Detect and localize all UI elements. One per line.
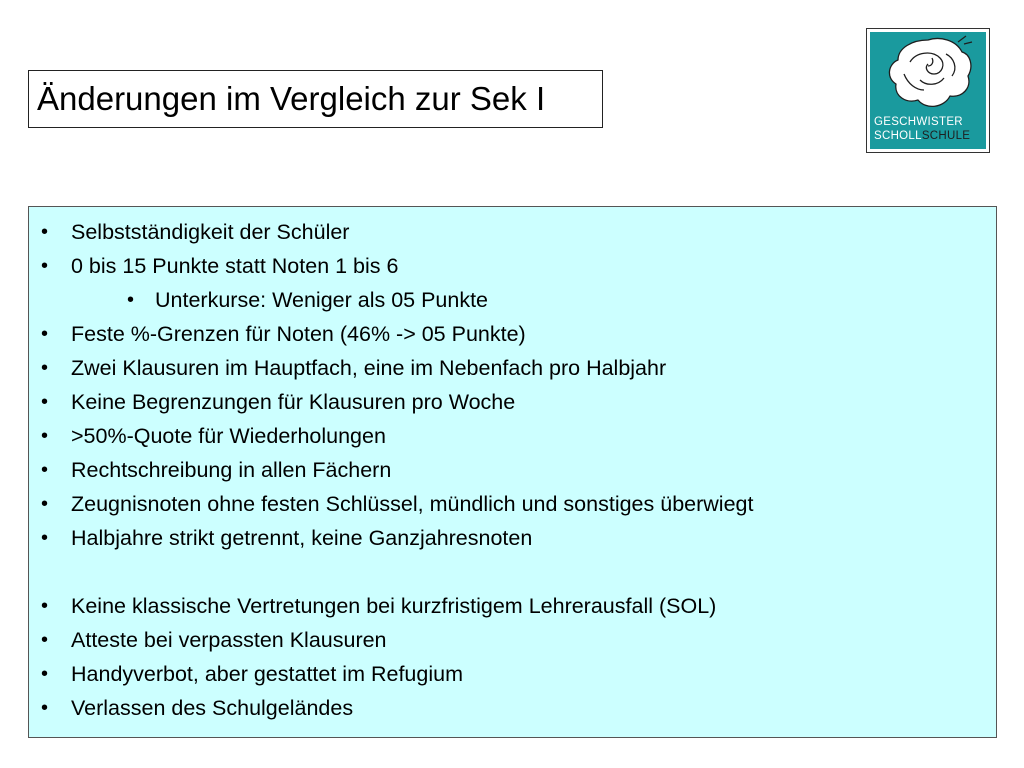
list-item-text: Verlassen des Schulgeländes (71, 696, 354, 720)
bullet-list (29, 215, 996, 725)
bullet-icon: • (41, 493, 49, 515)
list-item (29, 317, 996, 351)
bullet-icon: • (41, 527, 49, 549)
list-item (29, 419, 996, 453)
bullet-icon: • (41, 663, 49, 685)
list-item (29, 453, 996, 487)
logo-text-scholl: SCHOLL (874, 130, 922, 142)
spacer (29, 555, 996, 589)
slide-title (28, 70, 603, 128)
list-item (29, 521, 996, 555)
list-item-text: >50%-Quote für Wiederholungen (71, 424, 386, 448)
list-item-text: Selbstständigkeit der Schüler (71, 220, 350, 244)
rose-icon (880, 34, 976, 114)
bullet-icon: • (127, 289, 135, 311)
list-item-text: Unterkurse: Weniger als 05 Punkte (155, 288, 489, 312)
list-item-text: Zwei Klausuren im Hauptfach, eine im Nebenfach pro Halbjahr (71, 356, 667, 380)
list-item-text: Keine klassische Vertretungen bei kurzfristigem Lehrerausfall (SOL) (71, 594, 717, 618)
list-item-text: Rechtschreibung in allen Fächern (71, 458, 392, 482)
content-box (28, 206, 997, 738)
list-item (29, 283, 996, 317)
list-item (29, 691, 996, 725)
list-item-text: Feste %-Grenzen für Noten (46% -> 05 Punkte) (71, 322, 526, 346)
school-logo (866, 28, 990, 153)
bullet-icon: • (41, 595, 49, 617)
bullet-icon: • (41, 255, 49, 277)
bullet-icon: • (41, 323, 49, 345)
list-item-text: Zeugnisnoten ohne festen Schlüssel, mündlich und sonstiges überwiegt (71, 492, 754, 516)
logo-background (870, 32, 986, 149)
bullet-icon: • (41, 459, 49, 481)
logo-text-line1: GESCHWISTER (874, 116, 963, 128)
list-item (29, 657, 996, 691)
list-item-text: Keine Begrenzungen für Klausuren pro Woche (71, 390, 516, 414)
list-item-text: 0 bis 15 Punkte statt Noten 1 bis 6 (71, 254, 399, 278)
bullet-icon: • (41, 629, 49, 651)
bullet-icon: • (41, 697, 49, 719)
list-item (29, 487, 996, 521)
list-item (29, 351, 996, 385)
logo-text-line2 (874, 130, 970, 143)
list-item-text: Handyverbot, aber gestattet im Refugium (71, 662, 463, 686)
list-item (29, 623, 996, 657)
slide-title-text: Änderungen im Vergleich zur Sek I (37, 80, 546, 117)
list-item (29, 249, 996, 283)
list-item (29, 385, 996, 419)
list-item (29, 215, 996, 249)
logo-text-schule: SCHULE (921, 130, 971, 142)
list-item-text: Atteste bei verpassten Klausuren (71, 628, 387, 652)
bullet-icon: • (41, 221, 49, 243)
list-item (29, 589, 996, 623)
bullet-icon: • (41, 357, 49, 379)
list-item-text: Halbjahre strikt getrennt, keine Ganzjahresnoten (71, 526, 533, 550)
bullet-icon: • (41, 391, 49, 413)
bullet-icon: • (41, 425, 49, 447)
